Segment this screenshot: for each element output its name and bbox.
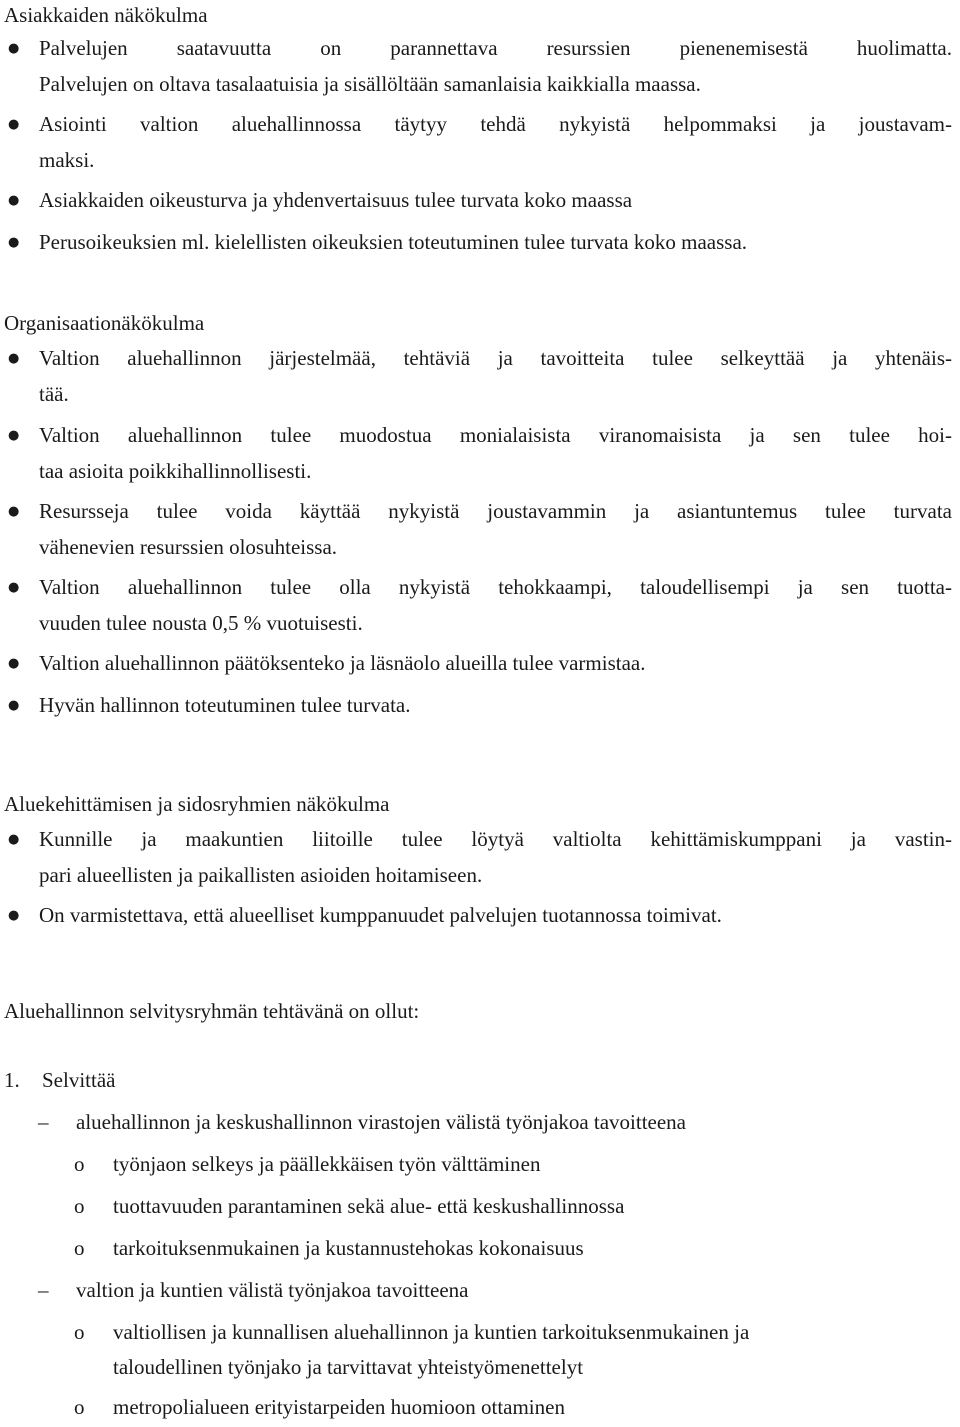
list-item-line: taa asioita poikkihallinnollisesti.	[39, 459, 312, 483]
sub-item-line: valtiollisen ja kunnallisen aluehallinnon ja kuntien tarkoituksenmukainen ja	[113, 1320, 750, 1344]
list-item-line: maksi.	[39, 148, 95, 172]
list-item-line: tää.	[39, 382, 69, 406]
bullet-icon: ●	[8, 698, 20, 713]
list-item-line: Kunnille ja maakuntien liitoille tulee löytyä valtiolta kehittämiskumppani ja vastin-	[39, 827, 952, 851]
bullet-icon: ●	[8, 504, 20, 519]
bullet-icon: ●	[8, 41, 20, 56]
dash-icon: –	[38, 1110, 49, 1134]
bullet-icon: ●	[8, 832, 20, 847]
list-item-line: Perusoikeuksien ml. kielellisten oikeuksien toteutuminen tulee turvata koko maassa.	[39, 230, 748, 254]
bullet-icon: ●	[8, 580, 20, 595]
circle-bullet-icon: o	[74, 1236, 85, 1260]
list-item-line: Resursseja tulee voida käyttää nykyistä joustavammin ja asiantuntemus tulee turvata	[39, 499, 952, 523]
sub-item-line: työnjaon selkeys ja päällekkäisen työn välttäminen	[113, 1152, 541, 1176]
list-item-line: Valtion aluehallinnon tulee muodostua monialaisista viranomaisista ja sen tulee hoi-	[39, 423, 952, 447]
list-item-line: Valtion aluehallinnon päätöksenteko ja läsnäolo alueilla tulee varmistaa.	[39, 651, 646, 675]
sub-item-line: metropolialueen erityistarpeiden huomioon ottaminen	[113, 1395, 565, 1419]
sub-item-line: tarkoituksenmukainen ja kustannustehokas kokonaisuus	[113, 1236, 584, 1260]
circle-bullet-icon: o	[74, 1194, 85, 1218]
dash-item-text: valtion ja kuntien välistä työnjakoa tavoitteena	[76, 1278, 469, 1302]
bullet-icon: ●	[8, 428, 20, 443]
list-item-line: vuuden tulee nousta 0,5 % vuotuisesti.	[39, 611, 363, 635]
section-heading-organisaatio: Organisaationäkökulma	[4, 311, 205, 335]
section-heading-aluekehitys: Aluekehittämisen ja sidosryhmien näkökulma	[4, 792, 390, 816]
sub-item-line: taloudellinen työnjako ja tarvittavat yhteistyömenettelyt	[113, 1355, 584, 1379]
list-item-line: On varmistettava, että alueelliset kumppanuudet palvelujen tuotannossa toimivat.	[39, 903, 722, 927]
circle-bullet-icon: o	[74, 1395, 85, 1419]
section-heading-asiakas: Asiakkaiden näkökulma	[4, 3, 208, 27]
list-item-line: Palvelujen saatavuutta on parannettava resurssien pienenemisestä huolimatta.	[39, 36, 952, 60]
list-item-line: Hyvän hallinnon toteutuminen tulee turvata.	[39, 693, 411, 717]
bullet-icon: ●	[8, 656, 20, 671]
numbered-item-number: 1.	[4, 1068, 20, 1092]
bullet-icon: ●	[8, 193, 20, 208]
bullet-icon: ●	[8, 117, 20, 132]
list-item-line: vähenevien resurssien olosuhteissa.	[39, 535, 338, 559]
circle-bullet-icon: o	[74, 1320, 85, 1344]
list-item-line: Palvelujen on oltava tasalaatuisia ja sisällöltään samanlaisia kaikkialla maassa.	[39, 72, 701, 96]
list-item-line: Valtion aluehallinnon järjestelmää, tehtäviä ja tavoitteita tulee selkeyttää ja yhtenäis-	[39, 346, 952, 370]
bullet-icon: ●	[8, 351, 20, 366]
list-item-line: Asiakkaiden oikeusturva ja yhdenvertaisuus tulee turvata koko maassa	[39, 188, 633, 212]
bullet-icon: ●	[8, 908, 20, 923]
sub-item-line: tuottavuuden parantaminen sekä alue- että keskushallinnossa	[113, 1194, 625, 1218]
section-heading-tehtava: Aluehallinnon selvitysryhmän tehtävänä on ollut:	[4, 999, 420, 1023]
circle-bullet-icon: o	[74, 1152, 85, 1176]
list-item-line: Valtion aluehallinnon tulee olla nykyistä tehokkaampi, taloudellisempi ja sen tuotta-	[39, 575, 952, 599]
numbered-item-label: Selvittää	[42, 1068, 116, 1092]
list-item-line: pari alueellisten ja paikallisten asioiden hoitamiseen.	[39, 863, 483, 887]
dash-item-text: aluehallinnon ja keskushallinnon virastojen välistä työnjakoa tavoitteena	[76, 1110, 687, 1134]
list-item-line: Asiointi valtion aluehallinnossa täytyy tehdä nykyistä helpommaksi ja joustavam-	[39, 112, 952, 136]
bullet-icon: ●	[8, 235, 20, 250]
dash-icon: –	[38, 1278, 49, 1302]
